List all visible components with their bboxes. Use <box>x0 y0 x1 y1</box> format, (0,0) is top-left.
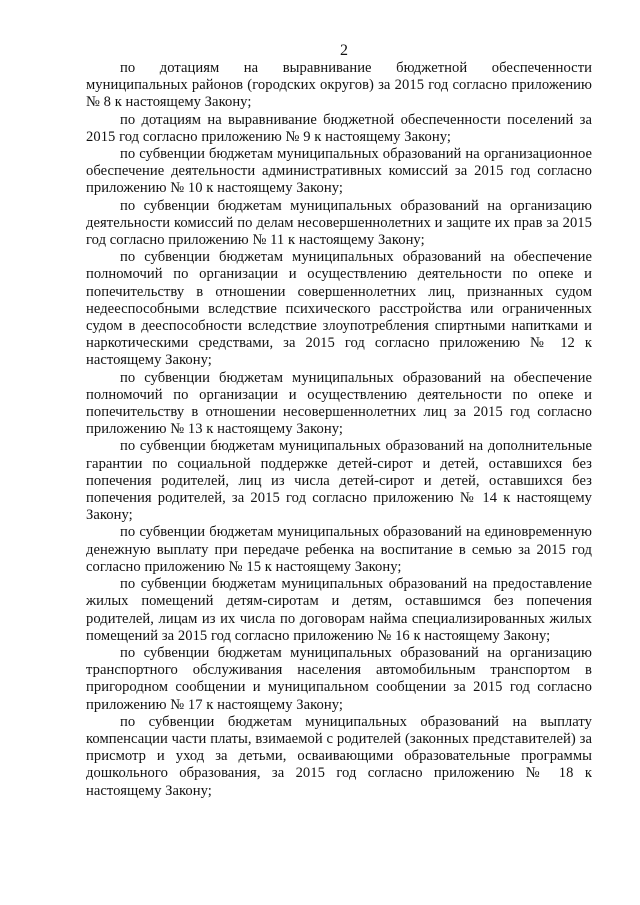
paragraph: по дотациям на выравнивание бюджетной обеспеченности муниципальных районов (городских округов) за 2015 год согласно приложению № 8 к настоящему Закону; <box>86 60 592 111</box>
paragraph: по субвенции бюджетам муниципальных образований на организацию деятельности комиссий по делам несовершеннолетних и защите их прав за 2015 год согласно приложению № 11 к настоящему Закону; <box>86 197 592 249</box>
paragraph: по субвенции бюджетам муниципальных образований на организацию транспортного обслуживания населения автомобильным транспортом в пригородном сообщении и муниципальном сообщении за 2015 год согласно приложению № 17 к настоящему Закону; <box>86 644 592 713</box>
page-number: 2 <box>340 42 348 59</box>
paragraph: по субвенции бюджетам муниципальных образований на дополнительные гарантии по социальной поддержке детей-сирот и детей, оставшихся без попечения родителей, лиц из числа детей-сирот и детей, оставшихся без попечения родителей, за 2015 год согласно приложению № 14 к настоящему Закону; <box>86 438 592 524</box>
paragraph: по субвенции бюджетам муниципальных образований на выплату компенсации части платы, взимаемой с родителей (законных представителей) за присмотр и уход за детьми, осваивающими образовательные программы дошкольного образования, за 2015 год согласно приложению № 18 к настоящему Закону; <box>86 713 592 799</box>
paragraph: по дотациям на выравнивание бюджетной обеспеченности поселений за 2015 год согласно приложению № 9 к настоящему Закону; <box>86 111 592 145</box>
paragraph: по субвенции бюджетам муниципальных образований на предоставление жилых помещений детям-сиротам и детям, оставшимся без попечения родителей, лицам из их числа по договорам найма специализированных жилых помещений за 2015 год согласно приложению № 16 к настоящему Закону; <box>86 576 592 644</box>
paragraph: по субвенции бюджетам муниципальных образований на единовременную денежную выплату при передаче ребенка на воспитание в семью за 2015 год согласно приложению № 15 к настоящему Закону; <box>86 524 592 575</box>
paragraph: по субвенции бюджетам муниципальных образований на организационное обеспечение деятельности административных комиссий за 2015 год согласно приложению № 10 к настоящему Закону; <box>86 146 592 197</box>
paragraph: по субвенции бюджетам муниципальных образований на обеспечение полномочий по организации и осуществлению деятельности по опеке и попечительству в отношении совершеннолетних лиц, признанных судом недееспособными вследствие психического расстройства или ограниченных судом в дееспособности вследствие злоупотребления спиртными напитками и наркотическими средствами, за 2015 год согласно приложению № 12 к настоящему Закону; <box>86 249 592 369</box>
document-body <box>86 60 592 800</box>
paragraph: по субвенции бюджетам муниципальных образований на обеспечение полномочий по организации и осуществлению деятельности по опеке и попечительству в отношении несовершеннолетних лиц за 2015 год согласно приложению № 13 к настоящему Закону; <box>86 369 592 438</box>
